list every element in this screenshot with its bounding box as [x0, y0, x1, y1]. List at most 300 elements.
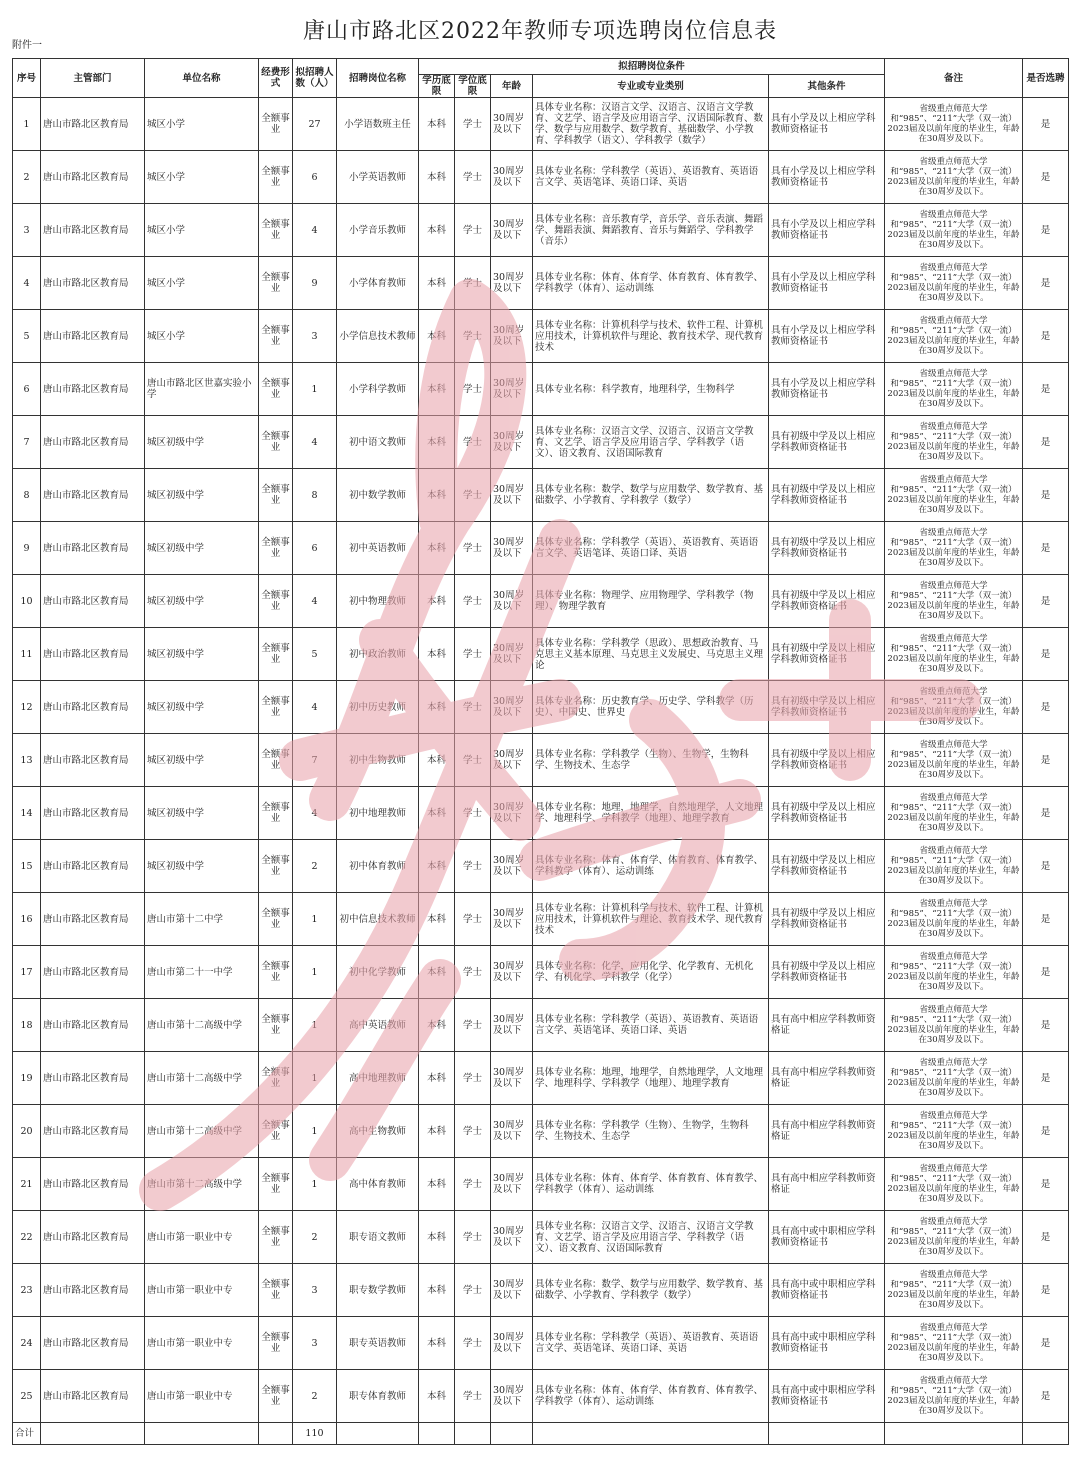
row-count: 2 [293, 1370, 337, 1423]
row-remark: 省级重点师范大学和“985”、“211”大学（双一流）2023届及以前年度的毕业生，年龄在30周岁及以下。 [885, 522, 1023, 575]
annex-label: 附件一 [12, 40, 42, 51]
row-seq: 5 [13, 310, 41, 363]
header-selected: 是否选聘 [1023, 59, 1069, 98]
row-degree: 学士 [455, 628, 491, 681]
row-seq: 25 [13, 1370, 41, 1423]
row-age: 30周岁及以下 [491, 1370, 533, 1423]
row-edu: 本科 [419, 999, 455, 1052]
row-seq: 1 [13, 98, 41, 151]
row-selected: 是 [1023, 840, 1069, 893]
row-unit: 城区小学 [145, 310, 259, 363]
row-funding: 全额事业 [259, 1105, 293, 1158]
row-unit: 城区初级中学 [145, 575, 259, 628]
row-dept: 唐山市路北区教育局 [41, 999, 145, 1052]
row-other: 具有初级中学及以上相应学科教师资格证书 [769, 946, 885, 999]
row-remark: 省级重点师范大学和“985”、“211”大学（双一流）2023届及以前年度的毕业生，年龄在30周岁及以下。 [885, 469, 1023, 522]
row-count: 6 [293, 151, 337, 204]
row-other: 具有初级中学及以上相应学科教师资格证书 [769, 522, 885, 575]
row-post: 小学音乐教师 [337, 204, 419, 257]
total-empty-cell [885, 1423, 1023, 1445]
row-other: 具有初级中学及以上相应学科教师资格证书 [769, 893, 885, 946]
row-count: 4 [293, 204, 337, 257]
row-seq: 7 [13, 416, 41, 469]
row-degree: 学士 [455, 151, 491, 204]
header-major: 专业或专业类别 [533, 75, 769, 98]
table-row [13, 1264, 1069, 1317]
row-dept: 唐山市路北区教育局 [41, 1052, 145, 1105]
row-funding: 全额事业 [259, 1264, 293, 1317]
header-post: 招聘岗位名称 [337, 59, 419, 98]
row-unit: 城区初级中学 [145, 469, 259, 522]
row-remark: 省级重点师范大学和“985”、“211”大学（双一流）2023届及以前年度的毕业生，年龄在30周岁及以下。 [885, 310, 1023, 363]
header-degree: 学位底限 [455, 75, 491, 98]
total-count: 110 [293, 1423, 337, 1445]
row-count: 1 [293, 363, 337, 416]
row-major: 具体专业名称：学科教学（英语）、英语教育、英语语言文学、英语笔译、英语口译、英语 [533, 1317, 769, 1370]
row-post: 小学科学教师 [337, 363, 419, 416]
row-remark: 省级重点师范大学和“985”、“211”大学（双一流）2023届及以前年度的毕业生，年龄在30周岁及以下。 [885, 1211, 1023, 1264]
table-row [13, 310, 1069, 363]
row-dept: 唐山市路北区教育局 [41, 1105, 145, 1158]
row-edu: 本科 [419, 1052, 455, 1105]
row-seq: 22 [13, 1211, 41, 1264]
row-age: 30周岁及以下 [491, 98, 533, 151]
row-count: 1 [293, 1105, 337, 1158]
row-seq: 15 [13, 840, 41, 893]
row-major: 具体专业名称：体育、体育学、体育教育、体育教学、学科教学（体育）、运动训练 [533, 1158, 769, 1211]
row-age: 30周岁及以下 [491, 840, 533, 893]
row-dept: 唐山市路北区教育局 [41, 628, 145, 681]
row-age: 30周岁及以下 [491, 1211, 533, 1264]
table-row [13, 946, 1069, 999]
row-seq: 21 [13, 1158, 41, 1211]
row-major: 具体专业名称：体育、体育学、体育教育、体育教学、学科教学（体育）、运动训练 [533, 840, 769, 893]
row-age: 30周岁及以下 [491, 469, 533, 522]
row-dept: 唐山市路北区教育局 [41, 787, 145, 840]
row-other: 具有小学及以上相应学科教师资格证书 [769, 257, 885, 310]
row-selected: 是 [1023, 575, 1069, 628]
row-count: 27 [293, 98, 337, 151]
row-major: 具体专业名称：学科教学（英语）、英语教育、英语语言文学、英语笔译、英语口译、英语 [533, 522, 769, 575]
row-funding: 全额事业 [259, 1158, 293, 1211]
row-age: 30周岁及以下 [491, 522, 533, 575]
row-dept: 唐山市路北区教育局 [41, 1211, 145, 1264]
row-count: 4 [293, 575, 337, 628]
row-post: 初中体育教师 [337, 840, 419, 893]
row-post: 初中物理教师 [337, 575, 419, 628]
row-selected: 是 [1023, 1158, 1069, 1211]
total-label: 合计 [13, 1423, 41, 1445]
row-selected: 是 [1023, 151, 1069, 204]
row-other: 具有初级中学及以上相应学科教师资格证书 [769, 628, 885, 681]
row-age: 30周岁及以下 [491, 1105, 533, 1158]
row-remark: 省级重点师范大学和“985”、“211”大学（双一流）2023届及以前年度的毕业生，年龄在30周岁及以下。 [885, 1370, 1023, 1423]
row-funding: 全额事业 [259, 98, 293, 151]
row-unit: 唐山市第十二中学 [145, 893, 259, 946]
row-seq: 23 [13, 1264, 41, 1317]
row-selected: 是 [1023, 469, 1069, 522]
row-degree: 学士 [455, 1317, 491, 1370]
row-major: 具体专业名称：计算机科学与技术、软件工程、计算机应用技术，计算机软件与理论、教育技术学、现代教育技术 [533, 310, 769, 363]
row-post: 高中生物教师 [337, 1105, 419, 1158]
total-empty-cell [337, 1423, 419, 1445]
row-post: 初中历史教师 [337, 681, 419, 734]
row-unit: 唐山市第十二高级中学 [145, 999, 259, 1052]
row-other: 具有高中或中职相应学科教师资格证书 [769, 1211, 885, 1264]
row-count: 1 [293, 893, 337, 946]
row-dept: 唐山市路北区教育局 [41, 734, 145, 787]
row-edu: 本科 [419, 1105, 455, 1158]
total-row [13, 1423, 1069, 1445]
row-degree: 学士 [455, 840, 491, 893]
row-remark: 省级重点师范大学和“985”、“211”大学（双一流）2023届及以前年度的毕业生，年龄在30周岁及以下。 [885, 416, 1023, 469]
row-major: 具体专业名称：体育、体育学、体育教育、体育教学、学科教学（体育）、运动训练 [533, 257, 769, 310]
table-row [13, 1370, 1069, 1423]
total-empty-cell [145, 1423, 259, 1445]
row-unit: 城区小学 [145, 257, 259, 310]
row-age: 30周岁及以下 [491, 1158, 533, 1211]
row-seq: 10 [13, 575, 41, 628]
row-selected: 是 [1023, 1370, 1069, 1423]
table-row [13, 1158, 1069, 1211]
row-major: 具体专业名称：学科教学（英语）、英语教育、英语语言文学、英语笔译、英语口译、英语 [533, 999, 769, 1052]
row-selected: 是 [1023, 522, 1069, 575]
row-major: 具体专业名称：学科教学（生物）、生物学，生物科学、生物技术、生态学 [533, 1105, 769, 1158]
table-row [13, 1211, 1069, 1264]
table-row [13, 416, 1069, 469]
row-seq: 16 [13, 893, 41, 946]
row-edu: 本科 [419, 469, 455, 522]
row-major: 具体专业名称：科学教育，地理科学，生物科学 [533, 363, 769, 416]
row-unit: 唐山市第十二高级中学 [145, 1158, 259, 1211]
row-post: 初中政治教师 [337, 628, 419, 681]
row-unit: 唐山市第二十一中学 [145, 946, 259, 999]
row-unit: 唐山市第一职业中专 [145, 1370, 259, 1423]
row-count: 2 [293, 840, 337, 893]
row-age: 30周岁及以下 [491, 363, 533, 416]
row-unit: 城区小学 [145, 204, 259, 257]
row-age: 30周岁及以下 [491, 893, 533, 946]
total-empty-cell [455, 1423, 491, 1445]
row-funding: 全额事业 [259, 522, 293, 575]
row-major: 具体专业名称：汉语言文学、汉语言、汉语言文学教育、文艺学、语言学及应用语言学、学科教学（语文）、语文教育、汉语国际教育 [533, 416, 769, 469]
row-other: 具有高中或中职相应学科教师资格证书 [769, 1264, 885, 1317]
row-post: 初中生物教师 [337, 734, 419, 787]
row-degree: 学士 [455, 1264, 491, 1317]
row-other: 具有高中相应学科教师资格证 [769, 1052, 885, 1105]
row-degree: 学士 [455, 999, 491, 1052]
row-seq: 8 [13, 469, 41, 522]
row-remark: 省级重点师范大学和“985”、“211”大学（双一流）2023届及以前年度的毕业生，年龄在30周岁及以下。 [885, 257, 1023, 310]
row-degree: 学士 [455, 1158, 491, 1211]
row-funding: 全额事业 [259, 999, 293, 1052]
row-dept: 唐山市路北区教育局 [41, 893, 145, 946]
row-age: 30周岁及以下 [491, 1052, 533, 1105]
row-count: 2 [293, 1211, 337, 1264]
row-seq: 20 [13, 1105, 41, 1158]
row-funding: 全额事业 [259, 681, 293, 734]
row-remark: 省级重点师范大学和“985”、“211”大学（双一流）2023届及以前年度的毕业生，年龄在30周岁及以下。 [885, 575, 1023, 628]
row-edu: 本科 [419, 787, 455, 840]
row-age: 30周岁及以下 [491, 1317, 533, 1370]
row-edu: 本科 [419, 257, 455, 310]
table-row [13, 98, 1069, 151]
row-other: 具有小学及以上相应学科教师资格证书 [769, 98, 885, 151]
row-other: 具有小学及以上相应学科教师资格证书 [769, 310, 885, 363]
row-degree: 学士 [455, 787, 491, 840]
row-remark: 省级重点师范大学和“985”、“211”大学（双一流）2023届及以前年度的毕业生，年龄在30周岁及以下。 [885, 681, 1023, 734]
row-degree: 学士 [455, 416, 491, 469]
row-count: 7 [293, 734, 337, 787]
row-other: 具有高中或中职相应学科教师资格证书 [769, 1317, 885, 1370]
row-post: 初中信息技术教师 [337, 893, 419, 946]
row-funding: 全额事业 [259, 416, 293, 469]
row-degree: 学士 [455, 98, 491, 151]
row-degree: 学士 [455, 469, 491, 522]
row-funding: 全额事业 [259, 946, 293, 999]
row-edu: 本科 [419, 151, 455, 204]
row-unit: 城区小学 [145, 151, 259, 204]
row-post: 初中地理教师 [337, 787, 419, 840]
row-edu: 本科 [419, 1211, 455, 1264]
table-row [13, 575, 1069, 628]
page-title: 唐山市路北区2022年教师专项选聘岗位信息表 [303, 19, 777, 44]
row-count: 1 [293, 999, 337, 1052]
row-major: 具体专业名称：地理，地理学，自然地理学，人文地理学、地理科学、学科教学（地理）、地理学教育 [533, 787, 769, 840]
row-count: 9 [293, 257, 337, 310]
total-empty-cell [533, 1423, 769, 1445]
row-post: 初中英语教师 [337, 522, 419, 575]
table-row [13, 787, 1069, 840]
header-unit: 单位名称 [145, 59, 259, 98]
row-other: 具有初级中学及以上相应学科教师资格证书 [769, 469, 885, 522]
row-seq: 13 [13, 734, 41, 787]
row-selected: 是 [1023, 999, 1069, 1052]
row-remark: 省级重点师范大学和“985”、“211”大学（双一流）2023届及以前年度的毕业生，年龄在30周岁及以下。 [885, 840, 1023, 893]
row-age: 30周岁及以下 [491, 416, 533, 469]
row-edu: 本科 [419, 840, 455, 893]
row-unit: 城区初级中学 [145, 416, 259, 469]
total-empty-cell [419, 1423, 455, 1445]
table-row [13, 257, 1069, 310]
row-funding: 全额事业 [259, 151, 293, 204]
row-major: 具体专业名称：历史教育学、历史学、学科教学（历史）、中国史、世界史 [533, 681, 769, 734]
table-row [13, 1317, 1069, 1370]
row-remark: 省级重点师范大学和“985”、“211”大学（双一流）2023届及以前年度的毕业生，年龄在30周岁及以下。 [885, 999, 1023, 1052]
row-unit: 城区初级中学 [145, 787, 259, 840]
row-age: 30周岁及以下 [491, 734, 533, 787]
row-unit: 城区小学 [145, 98, 259, 151]
row-age: 30周岁及以下 [491, 628, 533, 681]
row-unit: 城区初级中学 [145, 628, 259, 681]
row-edu: 本科 [419, 204, 455, 257]
table-row [13, 363, 1069, 416]
row-major: 具体专业名称：化学，应用化学、化学教育、无机化学、有机化学、学科教学（化学） [533, 946, 769, 999]
row-major: 具体专业名称：学科教学（英语）、英语教育、英语语言文学、英语笔译、英语口译、英语 [533, 151, 769, 204]
row-major: 具体专业名称：数学、数学与应用数学、数学教育、基础数学、小学教育、学科教学（数学） [533, 469, 769, 522]
row-dept: 唐山市路北区教育局 [41, 310, 145, 363]
row-funding: 全额事业 [259, 628, 293, 681]
row-seq: 11 [13, 628, 41, 681]
row-seq: 12 [13, 681, 41, 734]
row-selected: 是 [1023, 734, 1069, 787]
row-degree: 学士 [455, 734, 491, 787]
row-funding: 全额事业 [259, 575, 293, 628]
row-dept: 唐山市路北区教育局 [41, 946, 145, 999]
total-empty-cell [491, 1423, 533, 1445]
row-remark: 省级重点师范大学和“985”、“211”大学（双一流）2023届及以前年度的毕业生，年龄在30周岁及以下。 [885, 893, 1023, 946]
row-unit: 唐山市第十二高级中学 [145, 1052, 259, 1105]
row-post: 职专英语教师 [337, 1317, 419, 1370]
row-age: 30周岁及以下 [491, 257, 533, 310]
row-age: 30周岁及以下 [491, 204, 533, 257]
row-dept: 唐山市路北区教育局 [41, 363, 145, 416]
total-empty-cell [41, 1423, 145, 1445]
table-row [13, 893, 1069, 946]
row-edu: 本科 [419, 310, 455, 363]
row-edu: 本科 [419, 416, 455, 469]
row-count: 1 [293, 1158, 337, 1211]
row-selected: 是 [1023, 416, 1069, 469]
row-post: 高中英语教师 [337, 999, 419, 1052]
row-major: 具体专业名称：汉语言文学、汉语言、汉语言文学教育、文艺学、语言学及应用语言学、汉语国际教育、数学、数学与应用数学、数学教育、基础数学、小学教育、学科教学（语文）、学科教学（数学） [533, 98, 769, 151]
row-edu: 本科 [419, 98, 455, 151]
table-row [13, 999, 1069, 1052]
row-remark: 省级重点师范大学和“985”、“211”大学（双一流）2023届及以前年度的毕业生，年龄在30周岁及以下。 [885, 787, 1023, 840]
table-row [13, 522, 1069, 575]
row-remark: 省级重点师范大学和“985”、“211”大学（双一流）2023届及以前年度的毕业生，年龄在30周岁及以下。 [885, 734, 1023, 787]
row-dept: 唐山市路北区教育局 [41, 151, 145, 204]
row-major: 具体专业名称：学科教学（思政）、思想政治教育、马克思主义基本原理、马克思主义发展史、马克思主义理论 [533, 628, 769, 681]
row-unit: 城区初级中学 [145, 522, 259, 575]
row-dept: 唐山市路北区教育局 [41, 416, 145, 469]
row-remark: 省级重点师范大学和“985”、“211”大学（双一流）2023届及以前年度的毕业生，年龄在30周岁及以下。 [885, 363, 1023, 416]
row-unit: 唐山市第一职业中专 [145, 1211, 259, 1264]
row-remark: 省级重点师范大学和“985”、“211”大学（双一流）2023届及以前年度的毕业生，年龄在30周岁及以下。 [885, 1105, 1023, 1158]
row-dept: 唐山市路北区教育局 [41, 575, 145, 628]
total-empty-cell [769, 1423, 885, 1445]
table-row [13, 1052, 1069, 1105]
row-funding: 全额事业 [259, 1052, 293, 1105]
header-dept: 主管部门 [41, 59, 145, 98]
row-degree: 学士 [455, 257, 491, 310]
row-funding: 全额事业 [259, 257, 293, 310]
row-seq: 24 [13, 1317, 41, 1370]
row-age: 30周岁及以下 [491, 787, 533, 840]
row-count: 6 [293, 522, 337, 575]
row-dept: 唐山市路北区教育局 [41, 1370, 145, 1423]
row-seq: 9 [13, 522, 41, 575]
row-count: 4 [293, 416, 337, 469]
row-dept: 唐山市路北区教育局 [41, 840, 145, 893]
row-other: 具有小学及以上相应学科教师资格证书 [769, 363, 885, 416]
row-selected: 是 [1023, 1264, 1069, 1317]
row-major: 具体专业名称：汉语言文学、汉语言、汉语言文学教育、文艺学、语言学及应用语言学、学科教学（语文）、语文教育、汉语国际教育 [533, 1211, 769, 1264]
row-edu: 本科 [419, 1264, 455, 1317]
row-dept: 唐山市路北区教育局 [41, 522, 145, 575]
row-age: 30周岁及以下 [491, 151, 533, 204]
row-unit: 唐山市第一职业中专 [145, 1317, 259, 1370]
row-degree: 学士 [455, 1370, 491, 1423]
row-funding: 全额事业 [259, 1211, 293, 1264]
row-degree: 学士 [455, 575, 491, 628]
row-count: 1 [293, 1052, 337, 1105]
row-count: 4 [293, 787, 337, 840]
row-post: 小学信息技术教师 [337, 310, 419, 363]
row-other: 具有初级中学及以上相应学科教师资格证书 [769, 787, 885, 840]
row-other: 具有高中相应学科教师资格证 [769, 1105, 885, 1158]
row-other: 具有高中或中职相应学科教师资格证书 [769, 1370, 885, 1423]
header-funding: 经费形式 [259, 59, 293, 98]
row-funding: 全额事业 [259, 1317, 293, 1370]
row-selected: 是 [1023, 1105, 1069, 1158]
row-age: 30周岁及以下 [491, 310, 533, 363]
row-selected: 是 [1023, 681, 1069, 734]
row-selected: 是 [1023, 628, 1069, 681]
row-degree: 学士 [455, 363, 491, 416]
row-unit: 唐山市路北区世嘉实验小学 [145, 363, 259, 416]
table-row [13, 204, 1069, 257]
row-dept: 唐山市路北区教育局 [41, 469, 145, 522]
total-empty-cell [259, 1423, 293, 1445]
header-remark: 备注 [885, 59, 1023, 98]
row-major: 具体专业名称：数学、数学与应用数学、数学教育、基础数学、小学教育、学科教学（数学） [533, 1264, 769, 1317]
row-post: 初中数学教师 [337, 469, 419, 522]
row-count: 3 [293, 310, 337, 363]
row-selected: 是 [1023, 1211, 1069, 1264]
row-selected: 是 [1023, 1052, 1069, 1105]
row-post: 初中语文教师 [337, 416, 419, 469]
row-seq: 4 [13, 257, 41, 310]
row-degree: 学士 [455, 681, 491, 734]
table-row [13, 734, 1069, 787]
row-post: 小学体育教师 [337, 257, 419, 310]
row-dept: 唐山市路北区教育局 [41, 1317, 145, 1370]
row-post: 初中化学教师 [337, 946, 419, 999]
row-degree: 学士 [455, 1052, 491, 1105]
row-remark: 省级重点师范大学和“985”、“211”大学（双一流）2023届及以前年度的毕业生，年龄在30周岁及以下。 [885, 1052, 1023, 1105]
row-unit: 城区初级中学 [145, 734, 259, 787]
row-post: 高中地理教师 [337, 1052, 419, 1105]
row-edu: 本科 [419, 575, 455, 628]
row-edu: 本科 [419, 734, 455, 787]
row-edu: 本科 [419, 946, 455, 999]
row-funding: 全额事业 [259, 787, 293, 840]
row-edu: 本科 [419, 363, 455, 416]
row-degree: 学士 [455, 204, 491, 257]
positions-table [12, 58, 1069, 1445]
row-selected: 是 [1023, 893, 1069, 946]
row-other: 具有高中相应学科教师资格证 [769, 999, 885, 1052]
row-remark: 省级重点师范大学和“985”、“211”大学（双一流）2023届及以前年度的毕业生，年龄在30周岁及以下。 [885, 204, 1023, 257]
table-row [13, 1105, 1069, 1158]
row-funding: 全额事业 [259, 840, 293, 893]
table-row [13, 469, 1069, 522]
row-seq: 14 [13, 787, 41, 840]
row-funding: 全额事业 [259, 204, 293, 257]
header-age: 年龄 [491, 75, 533, 98]
row-other: 具有小学及以上相应学科教师资格证书 [769, 204, 885, 257]
row-funding: 全额事业 [259, 310, 293, 363]
table-body [13, 98, 1069, 1423]
row-edu: 本科 [419, 893, 455, 946]
row-dept: 唐山市路北区教育局 [41, 1158, 145, 1211]
row-remark: 省级重点师范大学和“985”、“211”大学（双一流）2023届及以前年度的毕业生，年龄在30周岁及以下。 [885, 1158, 1023, 1211]
row-degree: 学士 [455, 1211, 491, 1264]
row-funding: 全额事业 [259, 469, 293, 522]
row-remark: 省级重点师范大学和“985”、“211”大学（双一流）2023届及以前年度的毕业生，年龄在30周岁及以下。 [885, 628, 1023, 681]
table-row [13, 840, 1069, 893]
